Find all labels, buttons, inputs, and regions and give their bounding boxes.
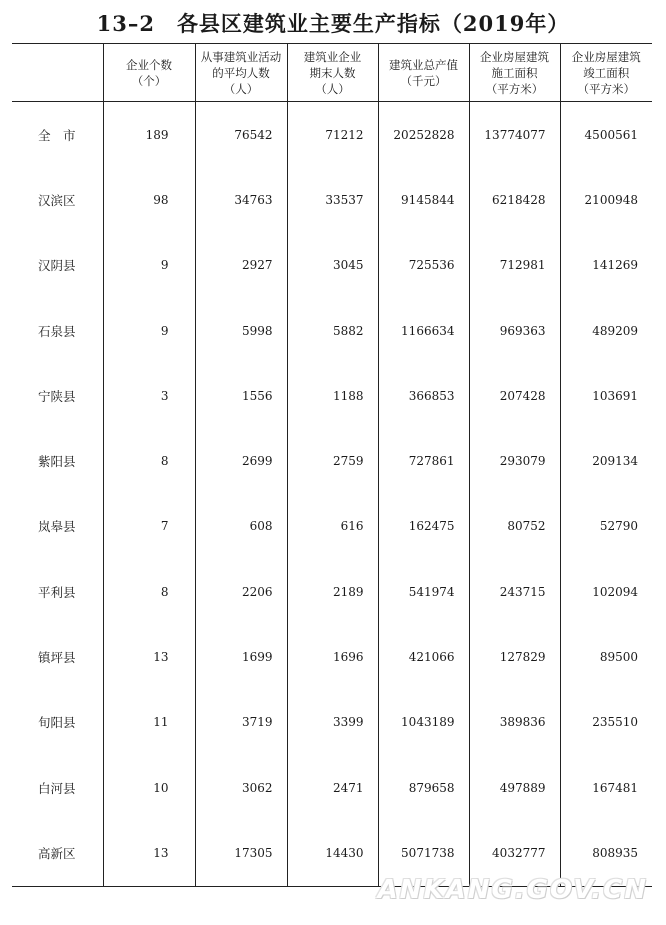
- column-header-4: [378, 44, 469, 102]
- value-cell: 879658: [378, 755, 469, 820]
- column-header-line: （个）: [131, 73, 167, 88]
- value-cell: 71212: [287, 102, 378, 168]
- value-cell: 489209: [560, 298, 652, 363]
- value-cell: 389836: [469, 690, 560, 755]
- table-row: [12, 298, 652, 363]
- value-cell: 3: [103, 363, 195, 428]
- value-cell: 421066: [378, 624, 469, 689]
- column-header-6: [560, 44, 652, 102]
- value-cell: 2927: [195, 233, 287, 298]
- value-cell: 8: [103, 559, 195, 624]
- table-row: [12, 559, 652, 624]
- value-cell: 3045: [287, 233, 378, 298]
- value-cell: 9: [103, 233, 195, 298]
- page-title: [0, 8, 666, 38]
- table-row: [12, 102, 652, 168]
- value-cell: 4032777: [469, 820, 560, 886]
- value-cell: 102094: [560, 559, 652, 624]
- value-cell: 235510: [560, 690, 652, 755]
- value-cell: 3062: [195, 755, 287, 820]
- value-cell: 13774077: [469, 102, 560, 168]
- value-cell: 2189: [287, 559, 378, 624]
- value-cell: 1166634: [378, 298, 469, 363]
- value-cell: 14430: [287, 820, 378, 886]
- value-cell: 98: [103, 167, 195, 232]
- column-header-line: 企业个数: [126, 57, 172, 72]
- value-cell: 13: [103, 820, 195, 886]
- region-name-cell: 白河县: [38, 780, 76, 796]
- value-cell: 712981: [469, 233, 560, 298]
- value-cell: 541974: [378, 559, 469, 624]
- value-cell: 20252828: [378, 102, 469, 168]
- table-body: [12, 102, 652, 887]
- region-name-cell: 宁陕县: [38, 388, 76, 404]
- region-name-cell: 紫阳县: [38, 454, 76, 470]
- value-cell: 7: [103, 494, 195, 559]
- column-header-line: 施工面积: [491, 65, 538, 80]
- watermark-logo: ANKANG.GOV.CN: [377, 875, 648, 905]
- value-cell: 1043189: [378, 690, 469, 755]
- column-header-0: [12, 44, 103, 102]
- value-cell: 76542: [195, 102, 287, 168]
- value-cell: 167481: [560, 755, 652, 820]
- table-header: [12, 44, 652, 102]
- value-cell: 9: [103, 298, 195, 363]
- value-cell: 33537: [287, 167, 378, 232]
- value-cell: 34763: [195, 167, 287, 232]
- value-cell: 13: [103, 624, 195, 689]
- column-header-line: （人）: [315, 81, 350, 96]
- value-cell: 10: [103, 755, 195, 820]
- region-name-cell: 全 市: [38, 127, 76, 143]
- table-row: [12, 690, 652, 755]
- column-header-line: 的平均人数: [212, 65, 270, 80]
- column-header-line: （千元）: [400, 73, 447, 88]
- region-name-cell: 岚皋县: [38, 519, 76, 535]
- table-title: 各县区建筑业主要生产指标（2019年）: [176, 11, 570, 36]
- value-cell: 189: [103, 102, 195, 168]
- table-row: [12, 233, 652, 298]
- value-cell: 6218428: [469, 167, 560, 232]
- statistics-table: [12, 43, 652, 887]
- value-cell: 162475: [378, 494, 469, 559]
- table-row: [12, 755, 652, 820]
- table-row: [12, 494, 652, 559]
- region-name-cell: 高新区: [12, 820, 103, 886]
- column-header-5: [469, 44, 560, 102]
- value-cell: 3399: [287, 690, 378, 755]
- column-header-3: [287, 44, 378, 102]
- value-cell: 608: [195, 494, 287, 559]
- value-cell: 9145844: [378, 167, 469, 232]
- table-number: 13–2: [96, 11, 155, 36]
- table-row: [12, 428, 652, 493]
- column-header-1: [103, 44, 195, 102]
- value-cell: 17305: [195, 820, 287, 886]
- region-name-cell: 平利县: [38, 584, 76, 600]
- column-header-line: 企业房屋建筑: [480, 49, 549, 64]
- column-header-line: 从事建筑业活动: [200, 49, 282, 64]
- region-name-cell: 汉滨区: [38, 192, 76, 208]
- value-cell: 11: [103, 690, 195, 755]
- column-header-line: （平方米）: [577, 81, 635, 96]
- value-cell: 616: [287, 494, 378, 559]
- value-cell: 52790: [560, 494, 652, 559]
- value-cell: 5882: [287, 298, 378, 363]
- column-header-line: 建筑业总产值: [389, 57, 458, 72]
- table-row: [12, 624, 652, 689]
- value-cell: 2471: [287, 755, 378, 820]
- value-cell: 103691: [560, 363, 652, 428]
- column-header-line: 期末人数: [309, 65, 356, 80]
- region-name-cell: 旬阳县: [38, 715, 76, 731]
- value-cell: 5071738: [378, 820, 469, 886]
- value-cell: 497889: [469, 755, 560, 820]
- value-cell: 243715: [469, 559, 560, 624]
- value-cell: 80752: [469, 494, 560, 559]
- value-cell: 969363: [469, 298, 560, 363]
- value-cell: 8: [103, 428, 195, 493]
- column-header-line: 建筑业企业: [303, 49, 362, 64]
- region-name-cell: 石泉县: [38, 323, 76, 339]
- value-cell: 4500561: [560, 102, 652, 168]
- value-cell: 293079: [469, 428, 560, 493]
- header-row: [12, 44, 652, 102]
- value-cell: 2699: [195, 428, 287, 493]
- region-name-cell: 汉阴县: [38, 258, 76, 274]
- value-cell: 3719: [195, 690, 287, 755]
- value-cell: 1699: [195, 624, 287, 689]
- value-cell: 2206: [195, 559, 287, 624]
- column-header-2: [195, 44, 287, 102]
- value-cell: 2759: [287, 428, 378, 493]
- table-row: [12, 363, 652, 428]
- value-cell: 209134: [560, 428, 652, 493]
- value-cell: 2100948: [560, 167, 652, 232]
- column-header-line: （人）: [223, 81, 259, 96]
- value-cell: 727861: [378, 428, 469, 493]
- column-header-line: 竣工面积: [583, 65, 630, 80]
- value-cell: 5998: [195, 298, 287, 363]
- column-header-line: （平方米）: [485, 81, 544, 96]
- value-cell: 127829: [469, 624, 560, 689]
- value-cell: 808935: [560, 820, 652, 886]
- value-cell: 1188: [287, 363, 378, 428]
- column-header-line: 企业房屋建筑: [571, 49, 641, 64]
- region-name-cell: 镇坪县: [38, 650, 76, 666]
- value-cell: 207428: [469, 363, 560, 428]
- value-cell: 725536: [378, 233, 469, 298]
- value-cell: 89500: [560, 624, 652, 689]
- value-cell: 366853: [378, 363, 469, 428]
- value-cell: 1696: [287, 624, 378, 689]
- value-cell: 1556: [195, 363, 287, 428]
- value-cell: 141269: [560, 233, 652, 298]
- table-row: [12, 167, 652, 232]
